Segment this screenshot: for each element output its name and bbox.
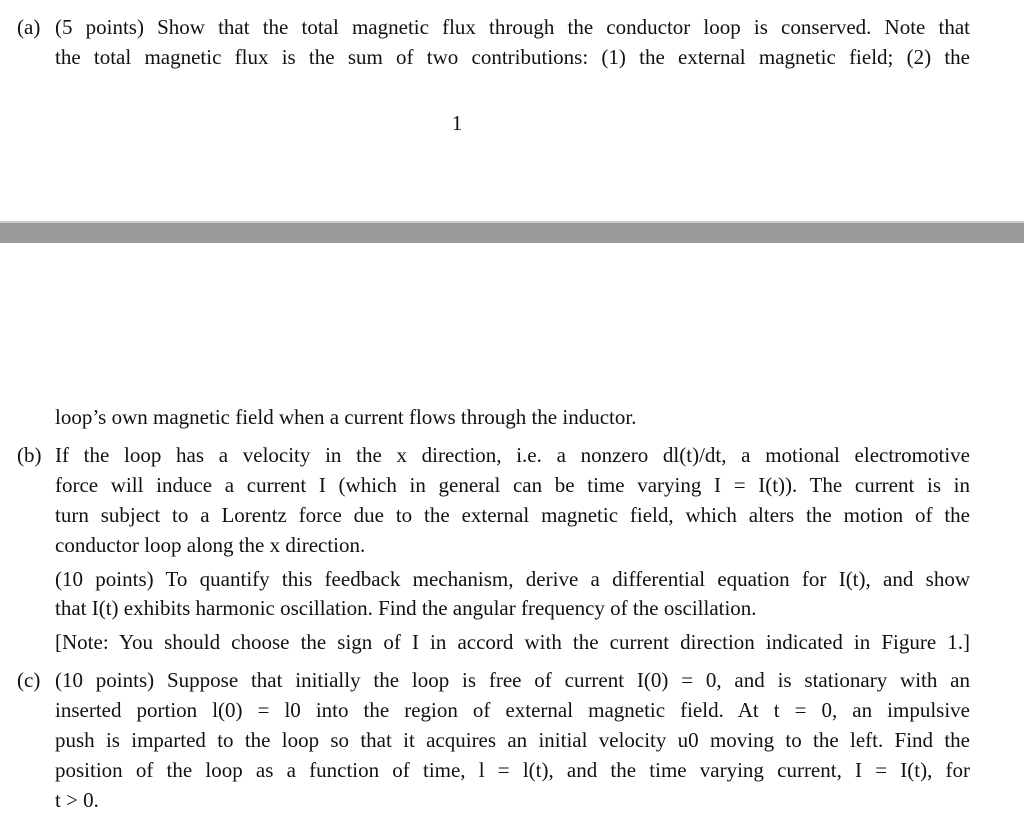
- part-c-line-1: (10 points) Suppose that initially the loop is free of current I(0) = 0, and is stationary with an: [55, 668, 970, 692]
- part-b-line-1: If the loop has a velocity in the x direction, i.e. a nonzero dl(t)/dt, a motional electromotive: [55, 443, 970, 467]
- part-c-label: (c): [17, 668, 41, 692]
- part-b-note: [Note: You should choose the sign of I in accord with the current direction indicated in Figure 1.]: [55, 630, 970, 654]
- page-separator: [0, 221, 1024, 243]
- part-b-para2-line-2: that I(t) exhibits harmonic oscillation. Find the angular frequency of the oscillation.: [55, 596, 757, 620]
- part-b-label: (b): [17, 443, 42, 467]
- part-a-continued-line: loop’s own magnetic field when a current flows through the inductor.: [55, 405, 637, 429]
- part-a-line-2: the total magnetic flux is the sum of two contributions: (1) the external magnetic field; (2) the: [55, 45, 970, 69]
- page-bottom: [0, 243, 1024, 822]
- part-b-line-3: turn subject to a Lorentz force due to the external magnetic field, which alters the motion of the: [55, 503, 970, 527]
- page-number: 1: [451, 111, 463, 135]
- part-c-line-4: position of the loop as a function of time, l = l(t), and the time varying current, I = I(t), for: [55, 758, 970, 782]
- part-a-label: (a): [17, 15, 41, 39]
- part-c-line-5: t > 0.: [55, 788, 99, 812]
- page-top: [0, 0, 1024, 221]
- part-c-line-2: inserted portion l(0) = l0 into the region of external magnetic field. At t = 0, an impulsive: [55, 698, 970, 722]
- part-a-line-1: (5 points) Show that the total magnetic flux through the conductor loop is conserved. Note that: [55, 15, 970, 39]
- part-c-line-3: push is imparted to the loop so that it acquires an initial velocity u0 moving to the left. Find the: [55, 728, 970, 752]
- part-b-para2-line-1: (10 points) To quantify this feedback mechanism, derive a differential equation for I(t), and show: [55, 567, 970, 591]
- part-b-line-2: force will induce a current I (which in general can be time varying I = I(t)). The current is in: [55, 473, 970, 497]
- part-b-line-4: conductor loop along the x direction.: [55, 533, 366, 557]
